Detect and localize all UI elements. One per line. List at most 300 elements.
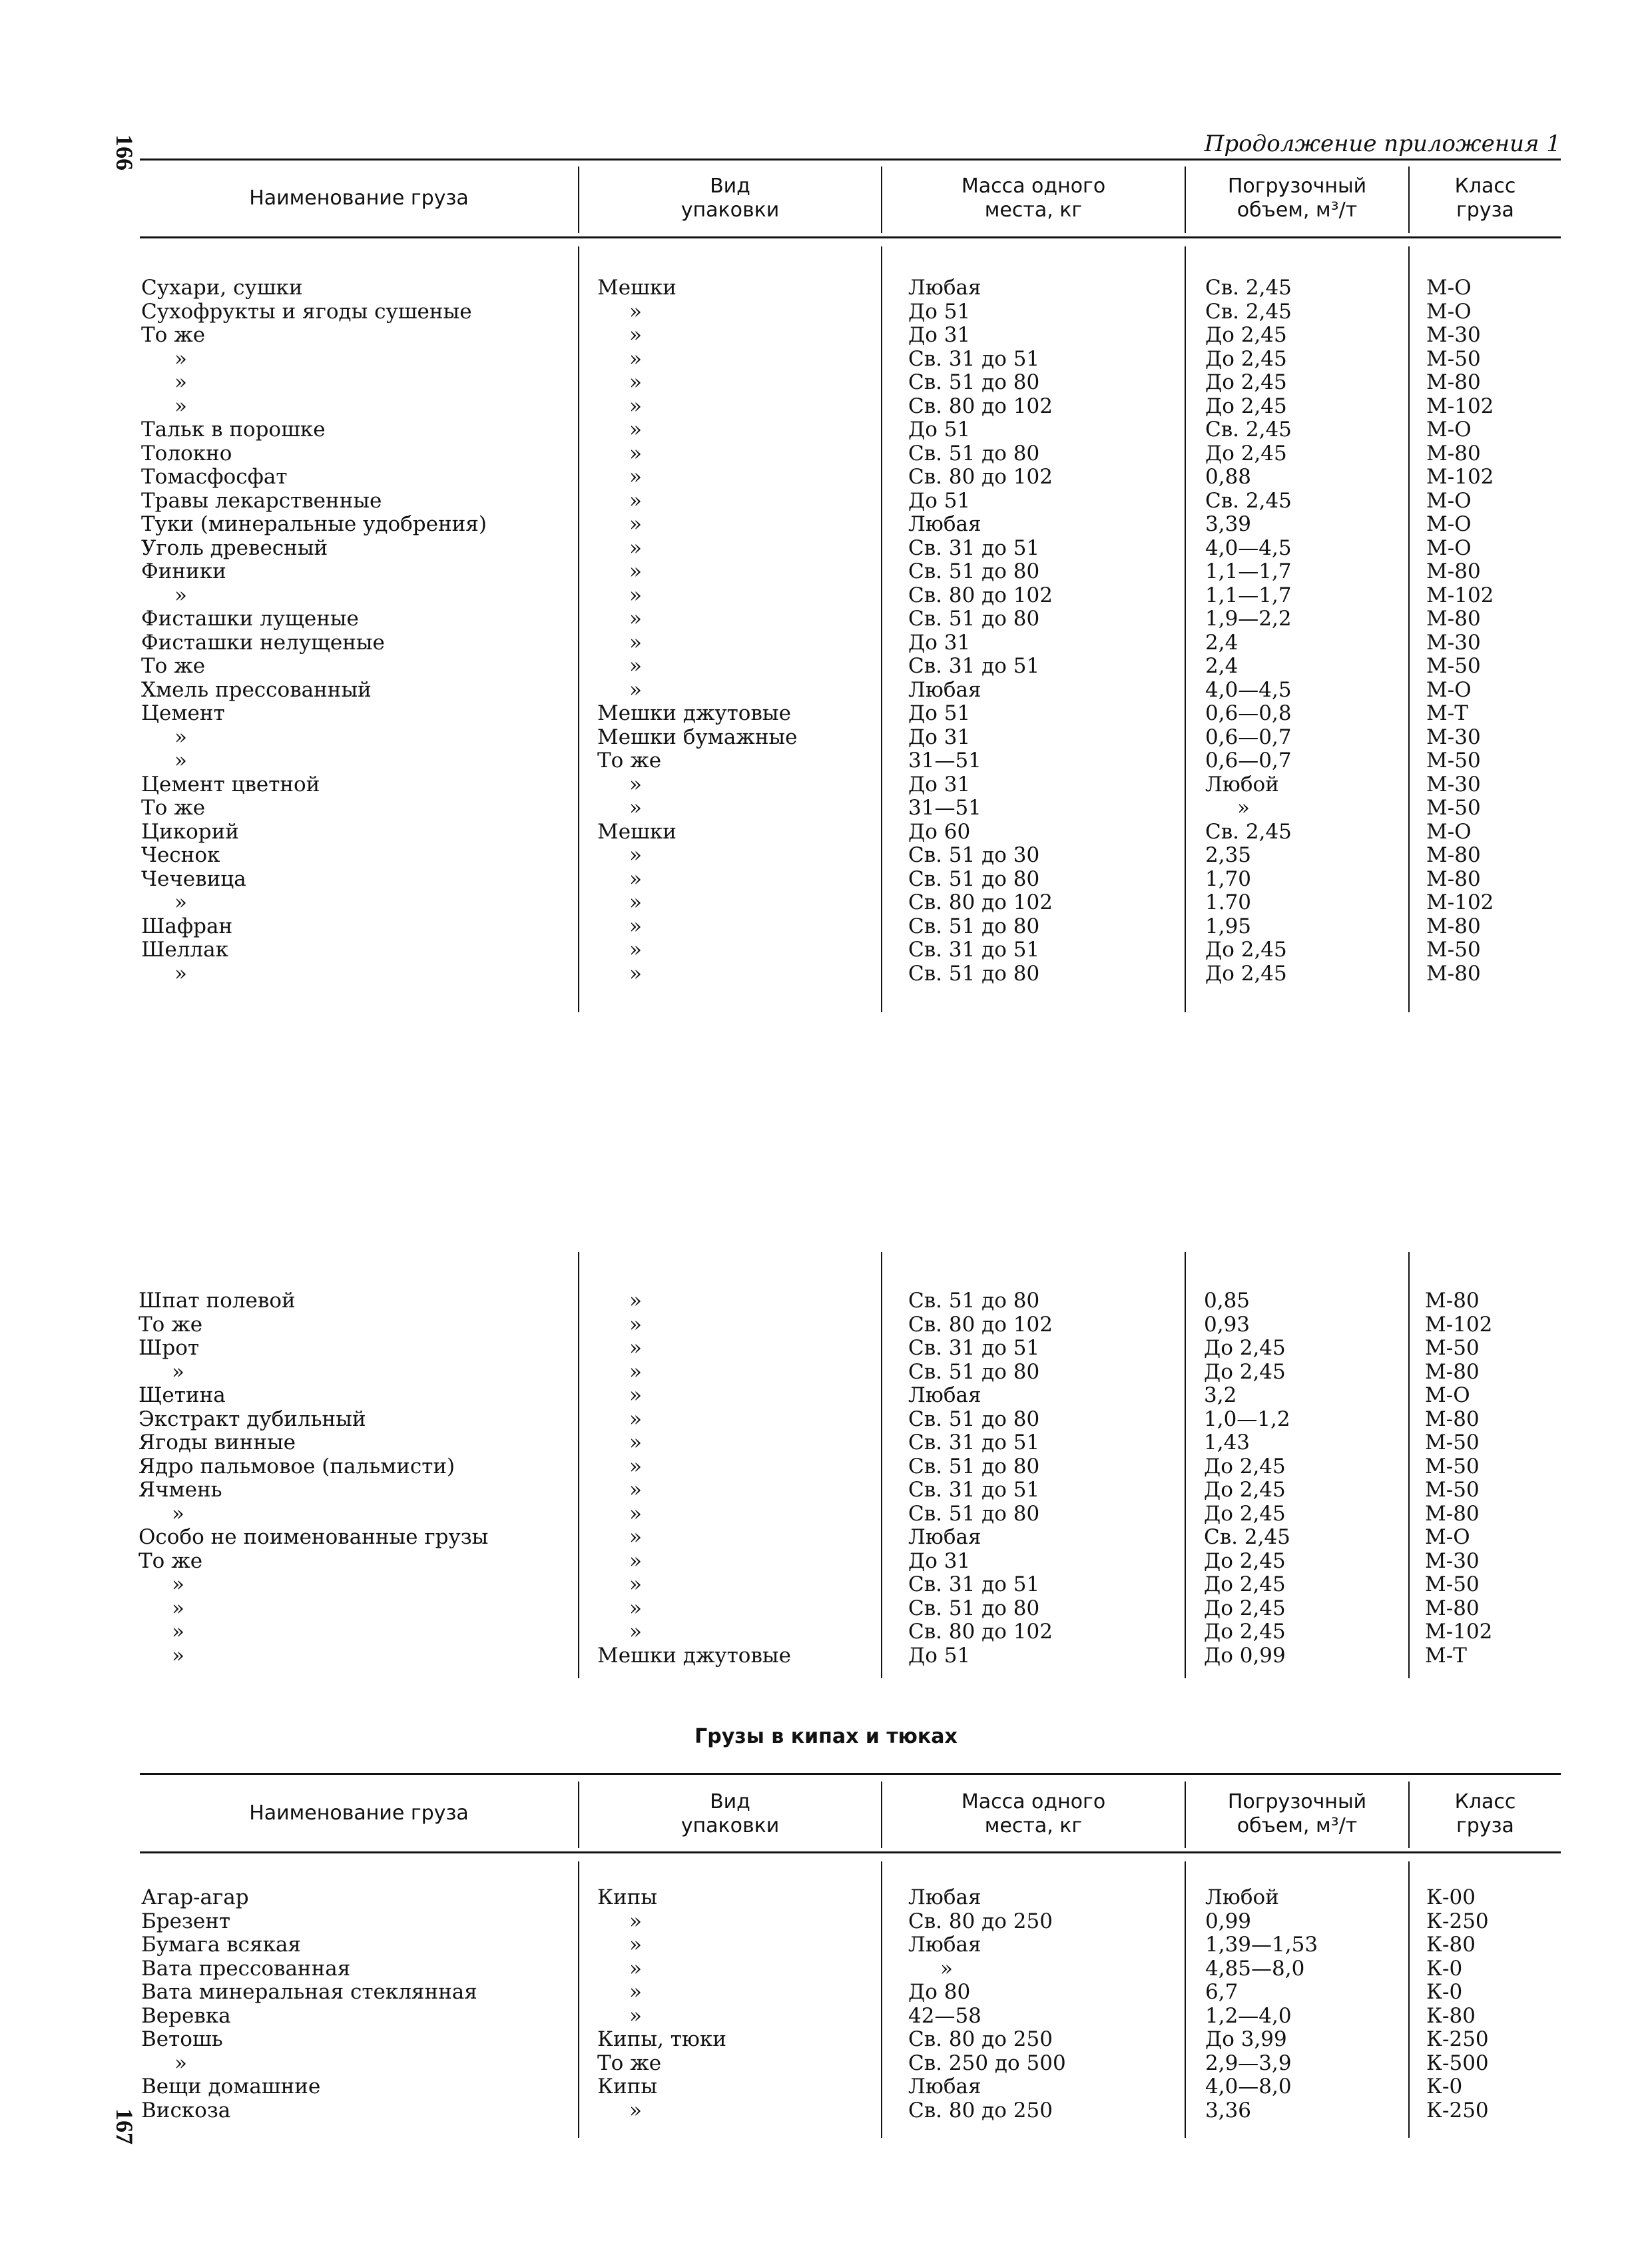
table1-names-cell: То же: [141, 654, 206, 678]
table1-packs-cell: »: [629, 299, 642, 324]
table1-masses-cell: Любая: [908, 677, 981, 702]
table1-packs-cell: »: [629, 654, 642, 678]
table1-classes-cell: М-О: [1426, 276, 1472, 300]
table1-packs-cell: »: [629, 346, 642, 371]
table3-names-cell: »: [174, 2051, 187, 2075]
table2-classes-cell: М-102: [1425, 1620, 1493, 1644]
table3-packs-column: [597, 1886, 726, 2122]
table2-volumes-cell: До 2,45: [1204, 1454, 1286, 1478]
page-number-bottom: 167: [111, 2108, 138, 2144]
table1-masses-cell: Св. 31 до 51: [908, 346, 1040, 371]
table2-names-cell: Экстракт дубильный: [138, 1407, 366, 1431]
continuation-label: Продолжение приложения 1: [1204, 131, 1561, 157]
table2-classes-cell: М-80: [1425, 1407, 1480, 1431]
table1-masses-cell: Любая: [908, 276, 981, 300]
table1-volumes-cell: Св. 2,45: [1205, 819, 1292, 844]
table1-names-cell: »: [174, 346, 187, 371]
table3-masses-cell: Св. 80 до 250: [908, 1909, 1053, 1933]
table3-classes-cell: К-250: [1426, 2098, 1489, 2122]
table2-volumes-cell: До 2,45: [1204, 1336, 1286, 1360]
table2-volumes-cell: 0,93: [1204, 1312, 1250, 1337]
table2-names-cell: Особо не поименованные грузы: [138, 1525, 489, 1549]
table2-volumes-cell: До 2,45: [1204, 1620, 1286, 1644]
table2-volume-column: [1204, 1289, 1290, 1668]
table3-masses-cell: До 80: [908, 1980, 971, 2004]
table1-names-cell: Цикорий: [141, 819, 239, 844]
table2-packs-cell: »: [629, 1596, 642, 1620]
table3-masses-cell: Св. 250 до 500: [908, 2051, 1066, 2075]
table1-packs-cell: То же: [597, 749, 662, 773]
table2-names-cell: Ягоды винные: [138, 1431, 296, 1455]
table1-masses-cell: До 51: [908, 418, 971, 442]
table2-masses-cell: Св. 80 до 102: [908, 1312, 1053, 1337]
table1-classes-cell: М-30: [1426, 323, 1481, 347]
table2-names-cell: »: [172, 1643, 184, 1668]
table1-volumes-cell: До 2,45: [1205, 346, 1287, 371]
table3-volumes-cell: 4,0—8,0: [1205, 2075, 1292, 2099]
table2-classes-cell: М-102: [1425, 1312, 1493, 1337]
table1-names-cell: »: [174, 749, 187, 773]
table1-classes-cell: М-О: [1426, 535, 1472, 560]
table2-classes-cell: М-80: [1425, 1501, 1480, 1526]
table1-volumes-cell: Св. 2,45: [1205, 276, 1292, 300]
table2-classes-cell: М-30: [1425, 1548, 1480, 1573]
table1-masses-cell: Св. 31 до 51: [908, 535, 1040, 560]
table2-volumes-cell: До 2,45: [1204, 1572, 1286, 1596]
table1-masses-cell: 31—51: [908, 796, 981, 820]
table1-names-cell: Финики: [141, 559, 226, 583]
table1-classes-cell: М-О: [1426, 677, 1472, 702]
table1-classes-cell: М-О: [1426, 418, 1472, 442]
table1-masses-cell: 31—51: [908, 749, 981, 773]
table1-masses-cell: Св. 51 до 80: [908, 961, 1040, 986]
table1-classes-cell: М-О: [1426, 819, 1472, 844]
table2-names-cell: »: [172, 1620, 184, 1644]
table1-volumes-cell: 1,95: [1205, 914, 1252, 938]
table2-classes-cell: М-О: [1425, 1383, 1470, 1407]
table2-masses-cell: Св. 31 до 51: [908, 1431, 1040, 1455]
table2-names-cell: »: [172, 1596, 184, 1620]
header-mass: Масса одного места, кг: [961, 174, 1106, 222]
table1-packs-cell: »: [629, 938, 642, 962]
table2-names-cell: Ячмень: [138, 1478, 222, 1502]
table1-packs-cell: »: [629, 535, 642, 560]
table3-classes-cell: К-80: [1426, 1933, 1476, 1957]
table1-names-cell: Толокно: [141, 441, 232, 466]
table3-classes-cell: К-0: [1426, 1980, 1463, 2004]
table2-masses-cell: Св. 31 до 51: [908, 1336, 1040, 1360]
table1-names-cell: »: [174, 961, 187, 986]
table1-packs-cell: »: [629, 441, 642, 466]
table3-names-cell: Брезент: [141, 1909, 231, 1933]
table2-volumes-cell: 1,43: [1204, 1431, 1250, 1455]
table2-sep: [1185, 1252, 1186, 1678]
table1-names-cell: Тальк в порошке: [141, 418, 326, 442]
table1-classes-cell: М-50: [1426, 938, 1481, 962]
table3-volume-column: [1205, 1886, 1318, 2122]
table1-sep: [578, 246, 579, 1012]
section-title: Грузы в кипах и тюках: [694, 1725, 958, 1748]
table2-classes-cell: М-О: [1425, 1525, 1470, 1549]
table1-classes-cell: М-50: [1426, 346, 1481, 371]
table3-masses-cell: Св. 80 до 250: [908, 2098, 1053, 2122]
table3-sep: [1185, 1861, 1186, 2138]
table2-names-cell: Ядро пальмовое (пальмисти): [138, 1454, 455, 1478]
table1-masses-cell: Св. 80 до 102: [908, 583, 1053, 607]
table2-packs-cell: »: [629, 1454, 642, 1478]
table1-names-cell: Фисташки нелущеные: [141, 630, 385, 655]
table2-classes-cell: М-80: [1425, 1359, 1480, 1384]
table2-classes-cell: М-50: [1425, 1572, 1480, 1596]
table3-volumes-cell: 1,2—4,0: [1205, 2003, 1292, 2028]
table1-classes-cell: М-80: [1426, 961, 1481, 986]
table2-names-cell: Шпат полевой: [138, 1289, 296, 1313]
table3-class-column: [1426, 1886, 1489, 2122]
table1-names-cell: »: [174, 394, 187, 418]
table2-packs-cell: »: [629, 1336, 642, 1360]
table3-mass-column: [908, 1886, 1066, 2122]
table2-packs-column: [597, 1289, 791, 1668]
table1-masses-cell: Св. 80 до 102: [908, 394, 1053, 418]
table3-sep: [881, 1861, 882, 2138]
table1-packs-cell: Мешки: [597, 276, 677, 300]
table2-packs-cell: »: [629, 1289, 642, 1313]
table1-packs-cell: »: [629, 961, 642, 986]
table1-classes-cell: М-80: [1426, 914, 1481, 938]
table2-masses-cell: Св. 51 до 80: [908, 1407, 1040, 1431]
table2-masses-cell: Св. 31 до 51: [908, 1478, 1040, 1502]
table1-masses-cell: До 31: [908, 630, 971, 655]
table1-masses-cell: До 51: [908, 299, 971, 324]
table2-names-column: [138, 1289, 488, 1668]
table3-names-cell: Вата минеральная стеклянная: [141, 1980, 477, 2004]
table3-names-cell: Агар-агар: [141, 1885, 249, 1909]
header2-name: Наименование груза: [249, 1801, 469, 1825]
table3-packs-cell: Кипы, тюки: [597, 2027, 726, 2051]
table2-masses-cell: Любая: [908, 1383, 981, 1407]
table3-volumes-cell: До 3,99: [1205, 2027, 1287, 2051]
table2-volumes-cell: 0,85: [1204, 1289, 1250, 1313]
table1-volumes-cell: »: [1237, 796, 1250, 820]
table1-volumes-cell: 2,4: [1205, 630, 1239, 655]
header-pack: Вид упаковки: [681, 174, 780, 222]
table2-classes-cell: М-50: [1425, 1431, 1480, 1455]
table3-classes-cell: К-500: [1426, 2051, 1489, 2075]
table1-packs-cell: »: [629, 418, 642, 442]
table1-classes-cell: М-80: [1426, 866, 1481, 891]
table3-names-cell: Ветошь: [141, 2027, 223, 2051]
table1-masses-cell: Св. 80 до 102: [908, 890, 1053, 914]
table1-packs-cell: »: [629, 607, 642, 631]
table2-sep: [1408, 1252, 1410, 1678]
table1-volumes-cell: 0,6—0,7: [1205, 725, 1292, 749]
table1-names-cell: То же: [141, 796, 206, 820]
table1-volumes-cell: До 2,45: [1205, 370, 1287, 394]
table2-volumes-cell: До 2,45: [1204, 1548, 1286, 1573]
table1-classes-cell: М-80: [1426, 607, 1481, 631]
table1-masses-cell: До 31: [908, 772, 971, 797]
table2-masses-cell: Св. 51 до 80: [908, 1454, 1040, 1478]
table3-packs-cell: Кипы: [597, 2075, 657, 2099]
table1-names-cell: Фисташки лущеные: [141, 607, 359, 631]
table1-names-cell: Уголь древесный: [141, 535, 328, 560]
table1-masses-cell: До 60: [908, 819, 971, 844]
table2-masses-cell: Любая: [908, 1525, 981, 1549]
table1-classes-cell: М-102: [1426, 394, 1494, 418]
table2-volumes-cell: До 2,45: [1204, 1596, 1286, 1620]
table1-volumes-cell: До 2,45: [1205, 441, 1287, 466]
header-name: Наименование груза: [249, 186, 469, 210]
table3-classes-cell: К-250: [1426, 2027, 1489, 2051]
table1-packs-cell: Мешки бумажные: [597, 725, 798, 749]
table1-classes-cell: М-30: [1426, 772, 1481, 797]
table3-masses-cell: Любая: [908, 1933, 981, 1957]
table1-masses-cell: До 51: [908, 701, 971, 725]
table1-packs-cell: »: [629, 677, 642, 702]
table3-names-cell: Вискоза: [141, 2098, 231, 2122]
table1-names-cell: Цемент: [141, 701, 225, 725]
table1-names-cell: Травы лекарственные: [141, 488, 382, 513]
table1-classes-cell: М-102: [1426, 890, 1494, 914]
table1-masses-cell: Св. 51 до 80: [908, 607, 1040, 631]
page-number-top: 166: [111, 135, 138, 170]
table2-packs-cell: »: [629, 1478, 642, 1502]
table1-masses-cell: Св. 51 до 30: [908, 843, 1040, 867]
table1-classes-cell: М-30: [1426, 725, 1481, 749]
table1-volumes-cell: 2,4: [1205, 654, 1239, 678]
table1-names-cell: Шафран: [141, 914, 233, 938]
table1-names-column: [141, 276, 487, 986]
table1-volumes-cell: 4,0—4,5: [1205, 535, 1292, 560]
table2-volumes-cell: До 2,45: [1204, 1478, 1286, 1502]
header2-bottom-rule: [140, 1851, 1561, 1853]
table1-packs-cell: »: [629, 772, 642, 797]
table1-names-cell: »: [174, 725, 187, 749]
table2-packs-cell: »: [629, 1431, 642, 1455]
table1-masses-cell: До 31: [908, 323, 971, 347]
table3-sep: [1408, 1861, 1410, 2138]
table3-masses-cell: »: [940, 1956, 953, 1981]
table3-masses-cell: 42—58: [908, 2003, 981, 2028]
table3-volumes-cell: 3,36: [1205, 2098, 1252, 2122]
table1-volumes-cell: 1.70: [1205, 890, 1252, 914]
table2-volumes-cell: До 2,45: [1204, 1501, 1286, 1526]
table1-classes-cell: М-80: [1426, 441, 1481, 466]
table1-masses-cell: Св. 51 до 80: [908, 559, 1040, 583]
table2-volumes-cell: До 0,99: [1204, 1643, 1286, 1668]
table1-sep: [1408, 246, 1410, 1012]
table1-volumes-cell: 1,9—2,2: [1205, 607, 1292, 631]
table2-packs-cell: »: [629, 1359, 642, 1384]
header2-class: Класс груза: [1454, 1790, 1516, 1837]
table1-packs-cell: »: [629, 559, 642, 583]
table1-volumes-cell: 0,88: [1205, 465, 1252, 489]
table1-names-cell: Сухофрукты и ягоды сушеные: [141, 299, 472, 324]
table2-packs-cell: »: [629, 1312, 642, 1337]
table2-names-cell: »: [172, 1501, 184, 1526]
table3-packs-cell: »: [629, 1980, 642, 2004]
table1-masses-cell: Св. 51 до 80: [908, 914, 1040, 938]
table3-classes-cell: К-0: [1426, 2075, 1463, 2099]
table1-names-cell: »: [174, 890, 187, 914]
table1-classes-cell: М-О: [1426, 488, 1472, 513]
table1-volumes-cell: Св. 2,45: [1205, 299, 1292, 324]
table2-masses-cell: До 31: [908, 1548, 971, 1573]
table2-masses-cell: Св. 51 до 80: [908, 1359, 1040, 1384]
table2-names-cell: »: [172, 1572, 184, 1596]
table2-classes-cell: М-80: [1425, 1289, 1480, 1313]
table1-packs-cell: »: [629, 323, 642, 347]
table2-sep: [578, 1252, 579, 1678]
table3-packs-cell: То же: [597, 2051, 662, 2075]
table1-masses-cell: До 31: [908, 725, 971, 749]
table3-volumes-cell: 2,9—3,9: [1205, 2051, 1292, 2075]
table2-classes-cell: М-Т: [1425, 1643, 1467, 1668]
header-volume: Погрузочный объем, м³/т: [1227, 174, 1367, 222]
table2-packs-cell: »: [629, 1383, 642, 1407]
table3-masses-cell: Любая: [908, 1885, 981, 1909]
table1-volumes-cell: Любой: [1205, 772, 1279, 797]
table1-mass-column: [908, 276, 1053, 986]
table2-masses-cell: До 51: [908, 1643, 971, 1668]
table1-packs-cell: »: [629, 890, 642, 914]
table1-classes-cell: М-30: [1426, 630, 1481, 655]
table2-packs-cell: »: [629, 1525, 642, 1549]
table2-masses-cell: Св. 51 до 80: [908, 1289, 1040, 1313]
table1-classes-cell: М-50: [1426, 749, 1481, 773]
table3-classes-cell: К-0: [1426, 1956, 1463, 1981]
table1-classes-cell: М-50: [1426, 796, 1481, 820]
table1-packs-cell: »: [629, 630, 642, 655]
table1-names-cell: Цемент цветной: [141, 772, 320, 797]
table1-volumes-cell: Св. 2,45: [1205, 418, 1292, 442]
table2-class-column: [1425, 1289, 1492, 1668]
table2-classes-cell: М-50: [1425, 1336, 1480, 1360]
table3-packs-cell: »: [629, 1956, 642, 1981]
table3-classes-cell: К-80: [1426, 2003, 1476, 2028]
table1-masses-cell: Любая: [908, 512, 981, 536]
table3-packs-cell: »: [629, 1933, 642, 1957]
table3-names-cell: Веревка: [141, 2003, 231, 2028]
table1-classes-cell: М-80: [1426, 370, 1481, 394]
table1-packs-cell: Мешки джутовые: [597, 701, 791, 725]
table3-masses-cell: Любая: [908, 2075, 981, 2099]
table1-names-cell: »: [174, 370, 187, 394]
table3-names-cell: Вата прессованная: [141, 1956, 351, 1981]
table1-classes-cell: М-О: [1426, 512, 1472, 536]
table1-masses-cell: Св. 51 до 80: [908, 370, 1040, 394]
table1-packs-cell: »: [629, 796, 642, 820]
header2-pack: Вид упаковки: [681, 1790, 780, 1837]
table1-volumes-cell: До 2,45: [1205, 961, 1287, 986]
table3-packs-cell: »: [629, 1909, 642, 1933]
table1-classes-cell: М-102: [1426, 465, 1494, 489]
table1-volumes-cell: 1,1—1,7: [1205, 559, 1292, 583]
table3-packs-cell: Кипы: [597, 1885, 657, 1909]
table1-volume-column: [1205, 276, 1292, 986]
table3-sep: [578, 1861, 579, 2138]
table1-volumes-cell: До 2,45: [1205, 323, 1287, 347]
table2-masses-cell: Св. 80 до 102: [908, 1620, 1053, 1644]
table2-names-cell: Щетина: [138, 1383, 226, 1407]
table1-classes-cell: М-80: [1426, 559, 1481, 583]
table2-masses-cell: Св. 51 до 80: [908, 1501, 1040, 1526]
table1-class-column: [1426, 276, 1494, 986]
table1-volumes-cell: 3,39: [1205, 512, 1252, 536]
table1-names-cell: Туки (минеральные удобрения): [141, 512, 487, 536]
table1-classes-cell: М-Т: [1426, 701, 1468, 725]
table3-names-column: [141, 1886, 477, 2122]
table1-volumes-cell: 4,0—4,5: [1205, 677, 1292, 702]
table2-names-cell: То же: [138, 1548, 203, 1573]
table1-names-cell: »: [174, 583, 187, 607]
table1-names-cell: То же: [141, 323, 206, 347]
table1-masses-cell: Св. 31 до 51: [908, 938, 1040, 962]
table1-masses-cell: Св. 31 до 51: [908, 654, 1040, 678]
table1-names-cell: Томасфосфат: [141, 465, 288, 489]
table1-packs-cell: »: [629, 370, 642, 394]
table1-masses-cell: До 51: [908, 488, 971, 513]
table1-volumes-cell: Св. 2,45: [1205, 488, 1292, 513]
header1-top-rule: [140, 159, 1561, 161]
table2-volumes-cell: 1,0—1,2: [1204, 1407, 1290, 1431]
header2-volume: Погрузочный объем, м³/т: [1227, 1790, 1367, 1837]
table1-packs-cell: »: [629, 394, 642, 418]
table1-names-cell: Чеснок: [141, 843, 220, 867]
table2-names-cell: То же: [138, 1312, 203, 1337]
table2-classes-cell: М-50: [1425, 1478, 1480, 1502]
table1-packs-cell: »: [629, 465, 642, 489]
table3-names-cell: Бумага всякая: [141, 1933, 301, 1957]
header2-top-rule: [140, 1773, 1561, 1775]
table3-names-cell: Вещи домашние: [141, 2075, 321, 2099]
table2-volumes-cell: 3,2: [1204, 1383, 1237, 1407]
table3-masses-cell: Св. 80 до 250: [908, 2027, 1053, 2051]
table1-classes-cell: М-80: [1426, 843, 1481, 867]
table2-names-cell: »: [172, 1359, 184, 1384]
header-class: Класс груза: [1454, 174, 1516, 222]
header2-mass: Масса одного места, кг: [961, 1790, 1106, 1837]
table1-masses-cell: Св. 51 до 80: [908, 866, 1040, 891]
table1-classes-cell: М-О: [1426, 299, 1472, 324]
table2-packs-cell: »: [629, 1572, 642, 1596]
table2-packs-cell: »: [629, 1407, 642, 1431]
table1-packs-cell: »: [629, 914, 642, 938]
table3-volumes-cell: 1,39—1,53: [1205, 1933, 1318, 1957]
table3-volumes-cell: 0,99: [1205, 1909, 1252, 1933]
table1-masses-cell: Св. 51 до 80: [908, 441, 1040, 466]
table1-packs-cell: »: [629, 512, 642, 536]
table1-sep: [1185, 246, 1186, 1012]
table1-volumes-cell: 1,1—1,7: [1205, 583, 1292, 607]
table1-names-cell: Хмель прессованный: [141, 677, 372, 702]
table2-volumes-cell: Св. 2,45: [1204, 1525, 1290, 1549]
table3-volumes-cell: 6,7: [1205, 1980, 1239, 2004]
table2-packs-cell: Мешки джутовые: [597, 1643, 791, 1668]
table1-classes-cell: М-102: [1426, 583, 1494, 607]
table1-packs-cell: Мешки: [597, 819, 677, 844]
table1-packs-cell: »: [629, 583, 642, 607]
header1-bottom-rule: [140, 236, 1561, 238]
table1-packs-column: [597, 276, 798, 986]
table3-volumes-cell: 4,85—8,0: [1205, 1956, 1305, 1981]
table2-packs-cell: »: [629, 1548, 642, 1573]
table3-classes-cell: К-250: [1426, 1909, 1489, 1933]
table2-volumes-cell: До 2,45: [1204, 1359, 1286, 1384]
table1-packs-cell: »: [629, 488, 642, 513]
table3-packs-cell: »: [629, 2098, 642, 2122]
table1-packs-cell: »: [629, 866, 642, 891]
